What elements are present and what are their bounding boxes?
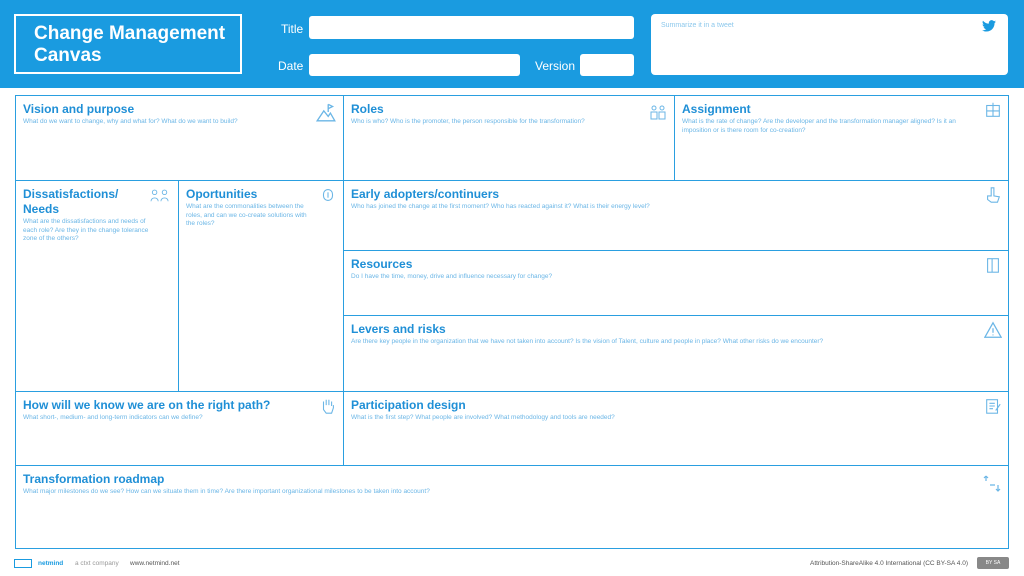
hand-raised-icon xyxy=(319,397,337,415)
hand-pointer-icon xyxy=(984,186,1002,204)
roles-title: Roles xyxy=(351,102,384,116)
website-link[interactable]: www.netmind.net xyxy=(130,560,180,567)
puzzle-icon xyxy=(984,101,1002,119)
lightbulb-icon xyxy=(319,186,337,204)
roadmap-desc: What major milestones do we see? How can we situate them in time? Are there important organizational milestones to be taken into account? xyxy=(23,488,430,495)
license-text: Attribution-ShareAlike 4.0 International (CC BY-SA 4.0) xyxy=(809,560,968,567)
participation-title: Participation design xyxy=(351,398,466,412)
date-input[interactable] xyxy=(309,54,520,76)
brand-mark-icon xyxy=(14,559,32,568)
brand-tagline: a ctxt company xyxy=(75,560,119,567)
roadmap-title: Transformation roadmap xyxy=(23,472,165,486)
cell-dissatisfactions[interactable] xyxy=(15,180,179,392)
opportunities-title: Oportunities xyxy=(186,187,258,201)
version-input[interactable] xyxy=(580,54,634,76)
cc-badge-text: BY SA xyxy=(985,560,1001,566)
twitter-bird-icon xyxy=(982,20,996,32)
logo-text: Change Management Canvas xyxy=(34,23,226,66)
document-edit-icon xyxy=(984,397,1002,415)
levers-title: Levers and risks xyxy=(351,322,446,336)
cell-resources[interactable] xyxy=(343,250,1009,316)
cell-early-adopters[interactable] xyxy=(343,180,1009,251)
vision-desc: What do we want to change, why and what for? What do we want to build? xyxy=(23,118,238,125)
people-group-icon xyxy=(648,101,668,123)
dissatisfactions-title: Dissatisfactions/ Needs xyxy=(23,187,119,216)
footer xyxy=(0,556,1024,576)
tweet-summary-field[interactable] xyxy=(651,14,1008,75)
cc-license-badge xyxy=(977,557,1009,569)
opportunities-desc: What are the commonalities between the roles, and can we co-create solutions with the roles? xyxy=(186,203,307,227)
resources-desc: Do I have the time, money, drive and influence necessary for change? xyxy=(351,273,553,280)
participation-desc: What is the first step? What people are involved? What methodology and tools are needed? xyxy=(351,414,615,421)
cell-participation[interactable] xyxy=(343,391,1009,466)
levers-desc: Are there key people in the organization that we have not taken into account? Is the vision of Talent, culture and people in place? What other risks do we encounter? xyxy=(351,338,824,345)
know-path-title: How will we know we are on the right path? xyxy=(23,398,271,412)
title-input[interactable] xyxy=(309,16,634,39)
cell-opportunities[interactable] xyxy=(178,180,344,392)
book-icon xyxy=(984,256,1002,274)
early-adopters-desc: Who has joined the change at the first moment? Who has reacted against it? What is their energy level? xyxy=(351,203,650,210)
roles-desc: Who is who? Who is the promoter, the person responsible for the transformation? xyxy=(351,118,585,125)
cell-roadmap[interactable] xyxy=(15,465,1009,549)
assignment-desc: What is the rate of change? Are the developer and the transformation manager aligned? Is it an imposition or is there room for co-creation? xyxy=(682,118,956,134)
tweet-placeholder: Summarize it in a tweet xyxy=(661,22,734,29)
dissatisfactions-desc: What are the dissatisfactions and needs of each role? Are they in the change tolerance zone of the others? xyxy=(23,218,149,242)
header-bar xyxy=(0,0,1024,88)
cell-roles[interactable] xyxy=(343,95,675,181)
assignment-title: Assignment xyxy=(682,102,751,116)
version-label: Version xyxy=(535,59,576,73)
canvas-logo xyxy=(14,14,242,74)
vision-title: Vision and purpose xyxy=(23,102,135,116)
early-adopters-title: Early adopters/continuers xyxy=(351,187,500,201)
resources-title: Resources xyxy=(351,257,413,271)
people-chat-icon xyxy=(148,186,172,204)
cell-assignment[interactable] xyxy=(674,95,1009,181)
warning-triangle-icon xyxy=(984,321,1002,339)
cell-levers[interactable] xyxy=(343,315,1009,392)
title-label: Title xyxy=(281,22,304,36)
brand-name: netmind xyxy=(38,560,64,567)
route-arrows-icon xyxy=(982,471,1002,495)
cell-vision[interactable] xyxy=(15,95,344,181)
mountain-flag-icon xyxy=(315,101,337,123)
know-path-desc: What short-, medium- and long-term indicators can we define? xyxy=(23,414,203,421)
cell-know-path[interactable] xyxy=(15,391,344,466)
date-label: Date xyxy=(278,59,304,73)
